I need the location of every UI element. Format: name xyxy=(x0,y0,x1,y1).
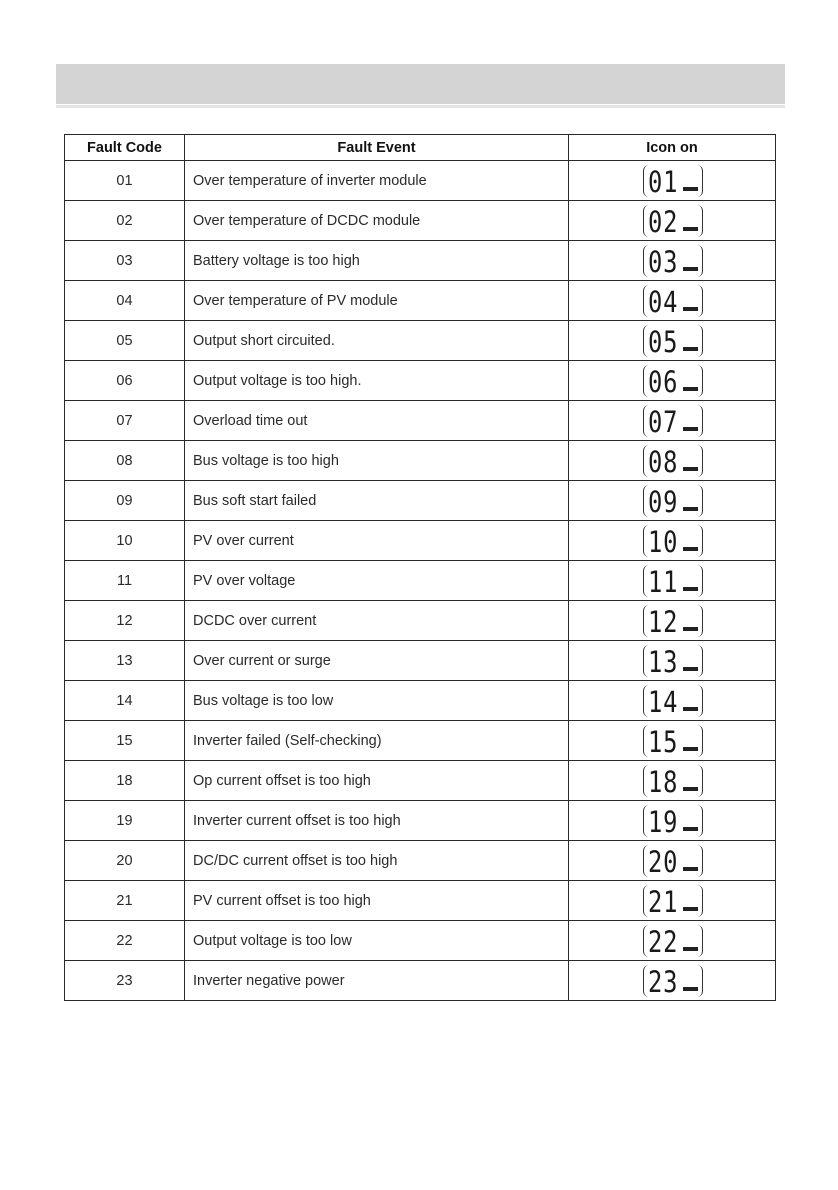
lcd-digits: 01 xyxy=(648,164,679,199)
fault-event-cell: Battery voltage is too high xyxy=(185,241,569,281)
fault-code-cell: 21 xyxy=(65,881,185,921)
fault-event-cell: Over current or surge xyxy=(185,641,569,681)
fault-code-cell: 06 xyxy=(65,361,185,401)
table-row xyxy=(65,801,776,841)
table-row xyxy=(65,321,776,361)
lcd-fault-icon xyxy=(643,525,703,557)
icon-cell xyxy=(569,321,776,361)
lcd-digits: 15 xyxy=(648,724,679,759)
fault-code-cell: 02 xyxy=(65,201,185,241)
fault-event-cell: Output short circuited. xyxy=(185,321,569,361)
page-header-bar xyxy=(56,64,785,104)
lcd-fault-dash-icon xyxy=(683,307,698,311)
lcd-fault-dash-icon xyxy=(683,987,698,991)
lcd-fault-dash-icon xyxy=(683,707,698,711)
lcd-fault-dash-icon xyxy=(683,747,698,751)
header-fault-event: Fault Event xyxy=(185,135,569,161)
fault-code-cell: 20 xyxy=(65,841,185,881)
lcd-digits: 03 xyxy=(648,244,679,279)
lcd-fault-icon xyxy=(643,405,703,437)
lcd-fault-dash-icon xyxy=(683,947,698,951)
fault-code-cell: 23 xyxy=(65,961,185,1001)
fault-code-cell: 15 xyxy=(65,721,185,761)
fault-event-cell: Bus voltage is too low xyxy=(185,681,569,721)
lcd-fault-icon xyxy=(643,165,703,197)
icon-cell xyxy=(569,161,776,201)
table-row xyxy=(65,921,776,961)
fault-code-cell: 14 xyxy=(65,681,185,721)
fault-code-cell: 11 xyxy=(65,561,185,601)
fault-code-cell: 04 xyxy=(65,281,185,321)
icon-cell xyxy=(569,361,776,401)
lcd-fault-dash-icon xyxy=(683,387,698,391)
table-row xyxy=(65,161,776,201)
lcd-fault-icon xyxy=(643,245,703,277)
icon-cell xyxy=(569,881,776,921)
fault-event-cell: PV current offset is too high xyxy=(185,881,569,921)
table-header-row xyxy=(65,135,776,161)
lcd-digits: 06 xyxy=(648,364,679,399)
fault-event-cell: Over temperature of DCDC module xyxy=(185,201,569,241)
fault-event-cell: PV over voltage xyxy=(185,561,569,601)
lcd-fault-dash-icon xyxy=(683,547,698,551)
fault-code-cell: 05 xyxy=(65,321,185,361)
lcd-fault-dash-icon xyxy=(683,187,698,191)
fault-event-cell: PV over current xyxy=(185,521,569,561)
fault-event-cell: Inverter failed (Self-checking) xyxy=(185,721,569,761)
table-row xyxy=(65,441,776,481)
lcd-fault-dash-icon xyxy=(683,507,698,511)
table-row xyxy=(65,201,776,241)
fault-code-cell: 10 xyxy=(65,521,185,561)
icon-cell xyxy=(569,441,776,481)
fault-event-cell: Overload time out xyxy=(185,401,569,441)
table-row xyxy=(65,361,776,401)
fault-code-cell: 22 xyxy=(65,921,185,961)
icon-cell xyxy=(569,601,776,641)
lcd-digits: 05 xyxy=(648,324,679,359)
lcd-fault-icon xyxy=(643,565,703,597)
lcd-digits: 12 xyxy=(648,604,679,639)
lcd-fault-icon xyxy=(643,445,703,477)
table-row xyxy=(65,641,776,681)
lcd-fault-dash-icon xyxy=(683,827,698,831)
lcd-fault-icon xyxy=(643,685,703,717)
lcd-digits: 20 xyxy=(648,844,679,879)
lcd-fault-dash-icon xyxy=(683,267,698,271)
lcd-digits: 18 xyxy=(648,764,679,799)
fault-rows xyxy=(65,161,776,1001)
lcd-fault-icon xyxy=(643,645,703,677)
fault-code-cell: 18 xyxy=(65,761,185,801)
lcd-digits: 09 xyxy=(648,484,679,519)
lcd-fault-dash-icon xyxy=(683,347,698,351)
table-row xyxy=(65,721,776,761)
fault-code-cell: 19 xyxy=(65,801,185,841)
icon-cell xyxy=(569,681,776,721)
lcd-fault-icon xyxy=(643,285,703,317)
fault-event-cell: Output voltage is too high. xyxy=(185,361,569,401)
header-icon-on: Icon on xyxy=(569,135,776,161)
lcd-fault-icon xyxy=(643,805,703,837)
icon-cell xyxy=(569,561,776,601)
lcd-digits: 13 xyxy=(648,644,679,679)
icon-cell xyxy=(569,761,776,801)
table-row xyxy=(65,521,776,561)
icon-cell xyxy=(569,281,776,321)
lcd-fault-dash-icon xyxy=(683,627,698,631)
lcd-fault-icon xyxy=(643,485,703,517)
lcd-fault-icon xyxy=(643,205,703,237)
lcd-fault-icon xyxy=(643,725,703,757)
fault-event-cell: Inverter current offset is too high xyxy=(185,801,569,841)
header-divider xyxy=(56,105,785,108)
icon-cell xyxy=(569,521,776,561)
fault-event-cell: Bus soft start failed xyxy=(185,481,569,521)
icon-cell xyxy=(569,201,776,241)
table-row xyxy=(65,601,776,641)
lcd-digits: 22 xyxy=(648,924,679,959)
lcd-digits: 23 xyxy=(648,964,679,999)
icon-cell xyxy=(569,921,776,961)
table-row xyxy=(65,881,776,921)
table-row xyxy=(65,481,776,521)
fault-code-cell: 13 xyxy=(65,641,185,681)
lcd-fault-icon xyxy=(643,965,703,997)
icon-cell xyxy=(569,481,776,521)
lcd-fault-icon xyxy=(643,845,703,877)
header-fault-code: Fault Code xyxy=(65,135,185,161)
table-row xyxy=(65,681,776,721)
lcd-fault-icon xyxy=(643,325,703,357)
fault-event-cell: DC/DC current offset is too high xyxy=(185,841,569,881)
table-row xyxy=(65,761,776,801)
lcd-fault-icon xyxy=(643,765,703,797)
fault-code-cell: 01 xyxy=(65,161,185,201)
icon-cell xyxy=(569,641,776,681)
fault-code-cell: 07 xyxy=(65,401,185,441)
lcd-digits: 02 xyxy=(648,204,679,239)
lcd-fault-dash-icon xyxy=(683,667,698,671)
lcd-digits: 21 xyxy=(648,884,679,919)
fault-event-cell: Bus voltage is too high xyxy=(185,441,569,481)
fault-code-cell: 09 xyxy=(65,481,185,521)
fault-event-cell: Output voltage is too low xyxy=(185,921,569,961)
lcd-fault-icon xyxy=(643,925,703,957)
fault-event-cell: DCDC over current xyxy=(185,601,569,641)
icon-cell xyxy=(569,721,776,761)
lcd-fault-dash-icon xyxy=(683,427,698,431)
fault-event-cell: Over temperature of PV module xyxy=(185,281,569,321)
lcd-digits: 14 xyxy=(648,684,679,719)
fault-code-cell: 08 xyxy=(65,441,185,481)
fault-code-cell: 12 xyxy=(65,601,185,641)
lcd-fault-dash-icon xyxy=(683,907,698,911)
lcd-digits: 19 xyxy=(648,804,679,839)
icon-cell xyxy=(569,841,776,881)
icon-cell xyxy=(569,961,776,1001)
fault-event-cell: Op current offset is too high xyxy=(185,761,569,801)
lcd-fault-dash-icon xyxy=(683,787,698,791)
icon-cell xyxy=(569,241,776,281)
fault-event-cell: Over temperature of inverter module xyxy=(185,161,569,201)
table-row xyxy=(65,841,776,881)
lcd-fault-dash-icon xyxy=(683,867,698,871)
lcd-fault-icon xyxy=(643,365,703,397)
lcd-fault-icon xyxy=(643,605,703,637)
table-row xyxy=(65,241,776,281)
table-row xyxy=(65,281,776,321)
lcd-digits: 08 xyxy=(648,444,679,479)
lcd-fault-dash-icon xyxy=(683,587,698,591)
lcd-digits: 07 xyxy=(648,404,679,439)
table-row xyxy=(65,561,776,601)
fault-event-cell: Inverter negative power xyxy=(185,961,569,1001)
table-row xyxy=(65,961,776,1001)
icon-cell xyxy=(569,801,776,841)
lcd-digits: 10 xyxy=(648,524,679,559)
lcd-fault-dash-icon xyxy=(683,227,698,231)
fault-code-table xyxy=(64,134,776,1001)
table-row xyxy=(65,401,776,441)
lcd-fault-dash-icon xyxy=(683,467,698,471)
lcd-digits: 04 xyxy=(648,284,679,319)
fault-code-cell: 03 xyxy=(65,241,185,281)
lcd-digits: 11 xyxy=(648,564,679,599)
lcd-fault-icon xyxy=(643,885,703,917)
icon-cell xyxy=(569,401,776,441)
